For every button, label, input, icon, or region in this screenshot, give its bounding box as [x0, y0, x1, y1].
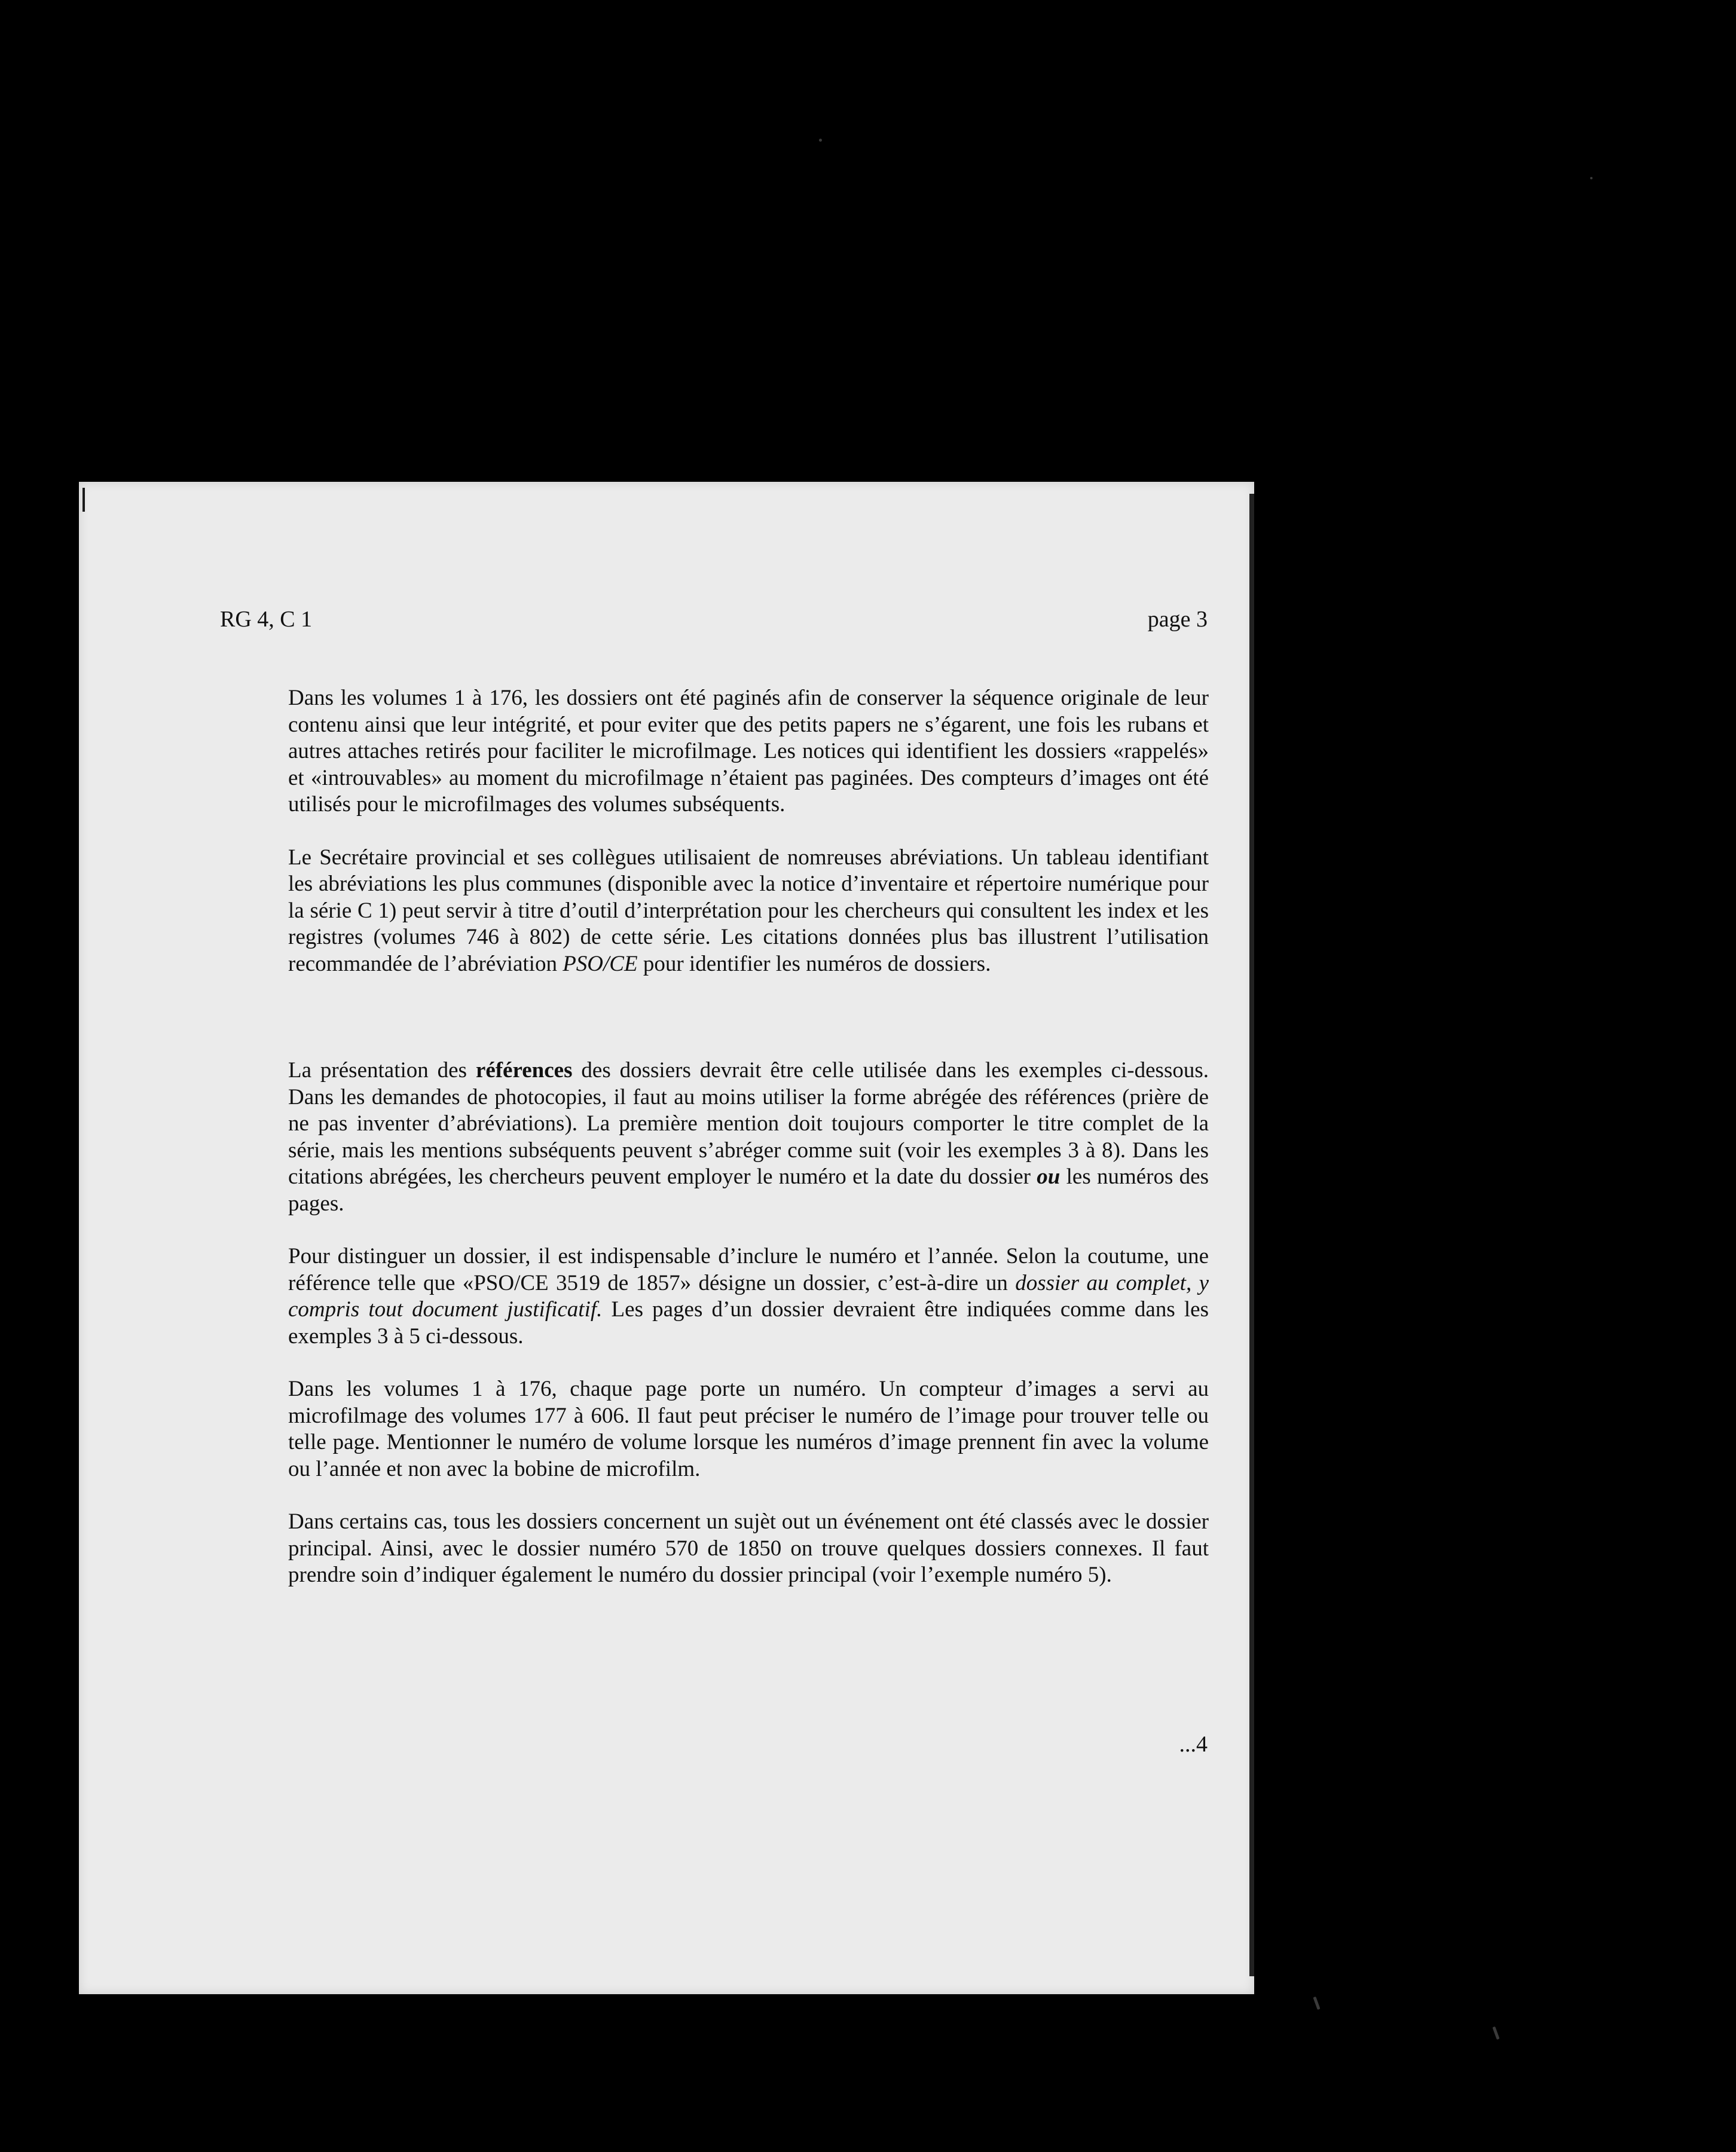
text-run: Le Secrétaire provincial et ses collègues utilisaient de nomreuses abréviations. Un tableau identifiant les abréviations les plus communes (disponible avec la notice d’inventaire et répertoire numérique pour la série C 1) peut servir à titre d’outil d’interprétation pour les chercheurs qui consultent les index et les registres (volumes 746 à 802) de cette série. Les citations données plus bas illustrent l’utilisation recommandée de l’abréviation: [288, 845, 1209, 976]
text-run: dossier au complet, y compris tout document justificatif.: [288, 1270, 1209, 1322]
scan-speck: [819, 139, 822, 142]
scan-speck: [1590, 177, 1593, 179]
paragraph-1: [288, 685, 1209, 818]
paragraph-4: [288, 1243, 1209, 1350]
text-run: Dans les volumes 1 à 176, les dossiers ont été paginés afin de conserver la séquence originale de leur contenu ainsi que leur intégrité, et pour eviter que des petits papers ne s’égarent, une fois les rubans et autres attaches retirés pour faciliter le microfilmage. Les notices qui identifient les dossiers «rappelés» et «introuvables» au moment du microfilmage n’étaient pas paginées. Des compteurs d’images ont été utilisés pour le microfilmages des volumes subséquents.: [288, 686, 1209, 817]
text-run: références: [475, 1058, 573, 1083]
text-run: pour identifier les numéros de dossiers.: [637, 951, 991, 976]
paragraph-3: [288, 1057, 1209, 1217]
scan-speck: [1492, 2026, 1499, 2040]
record-group-reference: RG 4, C 1: [220, 607, 313, 632]
paragraph-2: [288, 845, 1209, 978]
text-run: Les pages d’un dossier devraient être indiquées comme dans les exemples 3 à 5 ci-dessous.: [288, 1297, 1209, 1349]
text-run: PSO/CE: [563, 951, 638, 976]
text-run: Pour distinguer un dossier, il est indispensable d’inclure le numéro et l’année. Selon la coutume, une référence telle que «PSO/CE 3519 de 1857» désigne un dossier, c’est-à-dire un: [288, 1244, 1209, 1295]
text-run: La présentation des: [288, 1058, 476, 1083]
paragraph-6: [288, 1509, 1209, 1589]
text-run: les numéros des pages.: [288, 1164, 1209, 1216]
page-number: page 3: [1147, 607, 1208, 632]
text-run: Dans les volumes 1 à 176, chaque page porte un numéro. Un compteur d’images a servi au microfilmage des volumes 177 à 606. Il faut peut préciser le numéro de l’image pour trouver telle ou telle page. Mentionner le numéro de volume lorsque les numéros d’image prennent fin avec la volume ou l’année et non avec la bobine de microfilm.: [288, 1377, 1209, 1481]
scanned-page: [79, 482, 1254, 1994]
left-edge-mark: [82, 488, 85, 512]
scan-speck: [1313, 1997, 1320, 2010]
paragraph-5: [288, 1376, 1209, 1482]
document-body: [288, 685, 1209, 1589]
text-run: ou: [1037, 1164, 1060, 1189]
text-run: Dans certains cas, tous les dossiers concernent un sujèt out un événement ont été classés avec le dossier principal. Ainsi, avec le dossier numéro 570 de 1850 on trouve quelques dossiers connexes. Il faut prendre soin d’indiquer également le numéro du dossier principal (voir l’exemple numéro 5).: [288, 1509, 1209, 1587]
right-edge-shadow: [1249, 494, 1254, 1976]
text-run: des dossiers devrait être celle utilisée dans les exemples ci-dessous. Dans les demandes de photocopies, il faut au moins utiliser la forme abrégée des références (prière de ne pas inventer d’abréviations). La première mention doit toujours comporter le titre complet de la série, mais les mentions subséquents peuvent s’abréger comme suit (voir les exemples 3 à 8). Dans les citations abrégées, les chercheurs peuvent employer le numéro et la date du dossier: [288, 1058, 1209, 1189]
continuation-marker: ...4: [1179, 1732, 1208, 1757]
